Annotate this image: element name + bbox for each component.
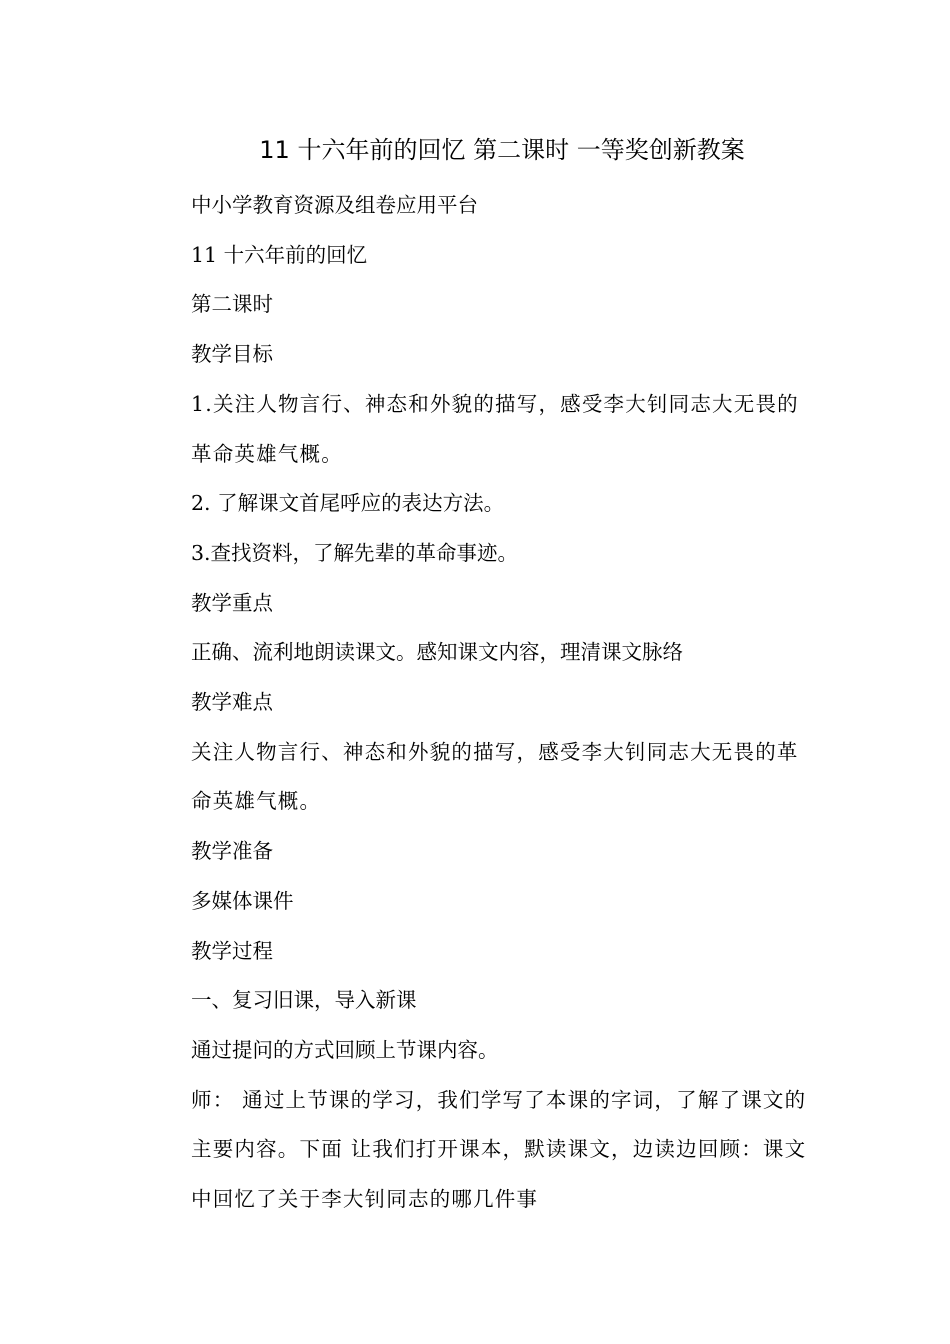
paragraph-teaching-focus: 正确、流利地朗读课文。感知课文内容，理清课文脉络 <box>191 640 683 665</box>
paragraph-objective-3: 3.查找资料，了解先辈的革命事迹。 <box>191 540 519 565</box>
paragraph-teaching-preparation: 多媒体课件 <box>191 888 294 913</box>
heading-teaching-objectives: 教学目标 <box>191 342 273 367</box>
heading-teaching-preparation: 教学准备 <box>191 839 273 864</box>
paragraph-teacher-dialogue: 师： 通过上节课的学习，我们学写了本课的字词，了解了课文的主要内容。下面 让我们打开课本，默读课文，边读边回顾：课文中回忆了关于李大钊同志的哪几件事 <box>191 1087 807 1212</box>
paragraph-step-1-intro: 通过提问的方式回顾上节课内容。 <box>191 1037 499 1062</box>
paragraph-lesson-title: 11 十六年前的回忆 <box>191 242 368 267</box>
heading-teaching-focus: 教学重点 <box>191 590 273 615</box>
document-body <box>147 181 809 1225</box>
paragraph-teaching-difficulty: 关注人物言行、神态和外貌的描写，感受李大钊同志大无畏的革命英雄气概。 <box>191 739 799 814</box>
heading-step-1: 一、复习旧课，导入新课 <box>191 988 417 1013</box>
document-title: 11 十六年前的回忆 第二课时 一等奖创新教案 <box>259 136 745 164</box>
heading-teaching-difficulty: 教学难点 <box>191 690 273 715</box>
paragraph-platform-name: 中小学教育资源及组卷应用平台 <box>191 193 478 217</box>
paragraph-objective-1: 1.关注人物言行、神态和外貌的描写，感受李大钊同志大无畏的革命英雄气概。 <box>191 391 799 466</box>
paragraph-objective-2: 2. 了解课文首尾呼应的表达方法。 <box>191 491 505 516</box>
heading-teaching-process: 教学过程 <box>191 938 273 963</box>
paragraph-lesson-period: 第二课时 <box>191 292 273 317</box>
